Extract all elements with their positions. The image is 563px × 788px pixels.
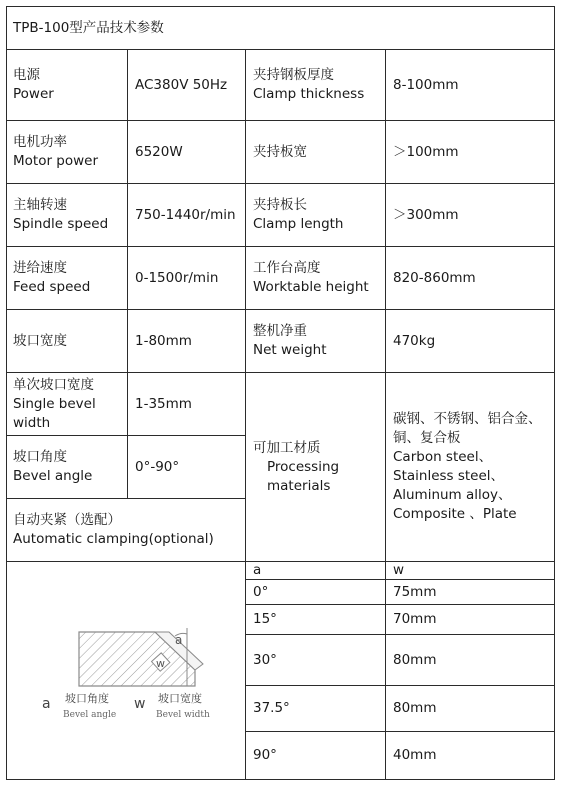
label-en: Spindle speed: [13, 216, 109, 232]
label-en: Clamp thickness: [253, 86, 365, 102]
aw-row-width: [386, 686, 554, 731]
label-en: Worktable height: [253, 279, 369, 295]
cell-text: 30°: [253, 651, 277, 668]
value-text: Aluminum alloy、: [393, 487, 512, 503]
aw-header-a: [246, 562, 385, 579]
aw-row-angle: [246, 580, 385, 604]
aw-row-width: [386, 580, 554, 604]
label-en: width: [13, 414, 51, 431]
value-text: 8-100mm: [393, 76, 459, 93]
title-text: TPB-100型产品技术参数: [13, 19, 164, 36]
value-text: ＞300mm: [393, 206, 459, 223]
cell-text: 15°: [253, 611, 277, 627]
label-single-bevel-width: [6, 373, 127, 435]
cell-text: 40mm: [393, 747, 437, 763]
angle-mark-a: a: [175, 633, 183, 647]
value-text: 0°-90°: [135, 458, 180, 475]
label-clamp-width: [246, 121, 385, 183]
value-text: 碳钢、不锈钢、铝合金、: [393, 411, 542, 427]
value-power: [128, 50, 245, 120]
value-text: 1-35mm: [135, 395, 192, 412]
label-cn: 电源: [13, 67, 40, 83]
aw-row-angle: [246, 732, 385, 779]
label-en: Net weight: [253, 342, 327, 358]
value-feed-speed: [128, 247, 245, 309]
label-cn: 整机净重: [253, 323, 307, 339]
header-text: a: [253, 562, 262, 578]
value-materials: [386, 373, 554, 561]
cell-text: 90°: [253, 747, 277, 763]
value-text: 1-80mm: [135, 332, 192, 349]
border-bottom: [6, 779, 555, 780]
value-text: 0-1500r/min: [135, 269, 219, 286]
label-auto-clamping: [6, 499, 245, 561]
value-text: Composite 、Plate: [393, 506, 517, 522]
value-text: 750-1440r/min: [135, 206, 236, 223]
label-cn: 进给速度: [13, 260, 67, 276]
label-en: Feed speed: [13, 279, 91, 295]
value-spindle-speed: [128, 184, 245, 246]
label-feed-speed: [6, 247, 127, 309]
value-bevel-angle: [128, 436, 245, 498]
label-clamp-thickness: [246, 50, 385, 120]
cell-text: 80mm: [393, 700, 437, 716]
value-motor-power: [128, 121, 245, 183]
label-motor-power: [6, 121, 127, 183]
value-clamp-length: [386, 184, 554, 246]
label-en: materials: [267, 477, 331, 494]
header-text: w: [393, 562, 405, 578]
label-materials: [246, 373, 385, 561]
value-clamp-width: [386, 121, 554, 183]
label-en: Power: [13, 86, 54, 102]
aw-row-angle: [246, 605, 385, 634]
aw-header-w: [386, 562, 554, 579]
aw-row-width: [386, 635, 554, 685]
label-cn: 电机功率: [13, 134, 67, 150]
legend-w-cn: 坡口宽度: [158, 692, 202, 705]
aw-row-width: [386, 605, 554, 634]
legend-w-symbol: w: [134, 696, 146, 712]
cell-text: 75mm: [393, 583, 437, 600]
label-en: Single bevel: [13, 395, 96, 412]
label-clamp-length: [246, 184, 385, 246]
cell-text: 80mm: [393, 651, 437, 668]
bevel-diagram-svg: [7, 562, 245, 779]
label-net-weight: [246, 310, 385, 372]
value-bevel-width: [128, 310, 245, 372]
label-cn: 夹持钢板厚度: [253, 67, 334, 83]
bevel-diagram: [7, 562, 245, 779]
value-text: Carbon steel、: [393, 449, 493, 465]
label-power: [6, 50, 127, 120]
width-mark-w: w: [156, 657, 165, 670]
value-text: 470kg: [393, 332, 436, 349]
sheet-title: [6, 6, 555, 50]
value-text: ＞100mm: [393, 143, 459, 160]
value-single-bevel-width: [128, 373, 245, 435]
value-text: Stainless steel、: [393, 468, 505, 484]
label-bevel-width: [6, 310, 127, 372]
aw-row-angle: [246, 686, 385, 731]
label-en: Motor power: [13, 153, 99, 169]
cell-text: 0°: [253, 583, 269, 600]
label-en: Clamp length: [253, 216, 344, 232]
label-spindle-speed: [6, 184, 127, 246]
value-clamp-thickness: [386, 50, 554, 120]
legend-a-symbol: a: [42, 696, 51, 712]
legend-a-cn: 坡口角度: [65, 692, 109, 705]
label-cn: 坡口角度: [13, 449, 67, 465]
aw-row-angle: [246, 635, 385, 685]
label-bevel-angle: [6, 436, 127, 498]
label-cn: 主轴转速: [13, 197, 67, 213]
label-cn: 坡口宽度: [13, 332, 67, 349]
aw-row-width: [386, 732, 554, 779]
label-cn: 单次坡口宽度: [13, 376, 94, 393]
label-en: Processing: [267, 458, 340, 475]
label-cn: 夹持板长: [253, 197, 307, 213]
value-text: 820-860mm: [393, 269, 476, 286]
label-en: Bevel angle: [13, 468, 93, 484]
label-cn: 可加工材质: [253, 439, 321, 456]
label-cn: 自动夹紧（选配）: [13, 512, 121, 528]
value-worktable-height: [386, 247, 554, 309]
label-en: Automatic clamping(optional): [13, 531, 214, 547]
legend-a-en: Bevel angle: [63, 710, 117, 720]
cell-text: 37.5°: [253, 700, 290, 716]
label-cn: 工作台高度: [253, 260, 321, 276]
cell-text: 70mm: [393, 611, 437, 627]
border-right: [554, 6, 555, 780]
value-net-weight: [386, 310, 554, 372]
value-text: 铜、复合板: [393, 430, 461, 446]
label-worktable-height: [246, 247, 385, 309]
label-cn: 夹持板宽: [253, 143, 307, 160]
legend-w-en: Bevel width: [156, 710, 210, 720]
value-text: 6520W: [135, 143, 183, 160]
value-text: AC380V 50Hz: [135, 76, 228, 93]
spec-sheet: [6, 6, 555, 780]
